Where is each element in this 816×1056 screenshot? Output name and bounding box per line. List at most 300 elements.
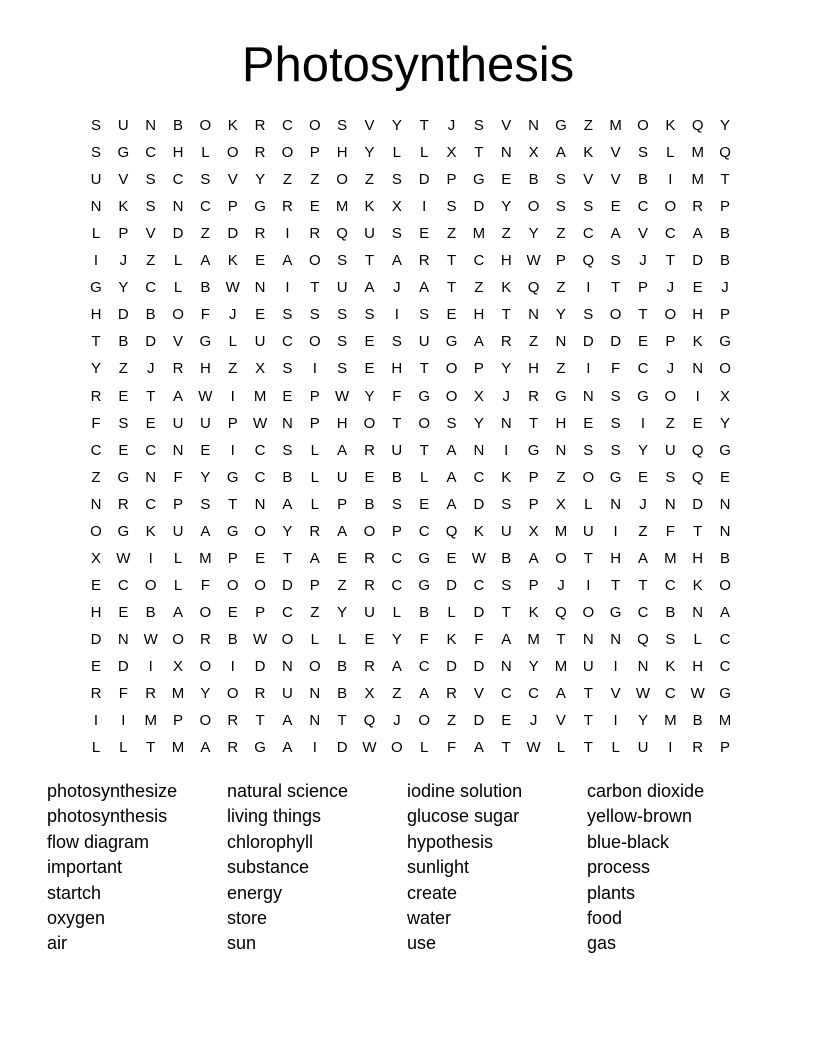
word-search-grid (82, 112, 737, 762)
grid-letter: W (225, 279, 240, 297)
grid-letter: D (90, 630, 102, 648)
grid-letter: Z (446, 225, 457, 243)
grid-letter: R (227, 739, 239, 757)
grid-letter: C (282, 603, 293, 621)
grid-letter: D (172, 225, 184, 243)
grid-letter: G (719, 685, 731, 703)
grid-row (82, 247, 737, 274)
grid-letter: T (583, 685, 593, 703)
grid-letter: J (529, 712, 538, 730)
grid-letter: X (364, 685, 375, 703)
grid-letter: X (391, 198, 402, 216)
grid-letter: L (173, 279, 183, 297)
grid-letter: A (419, 279, 430, 297)
grid-letter: A (528, 549, 539, 567)
grid-letter: E (282, 387, 293, 405)
grid-letter: S (118, 414, 129, 432)
grid-letter: T (583, 549, 593, 567)
grid-letter: T (501, 306, 511, 324)
grid-letter: H (90, 603, 102, 621)
grid-letter: X (528, 522, 539, 540)
grid-row (82, 437, 737, 464)
grid-letter: B (364, 495, 375, 513)
grid-letter: S (337, 117, 348, 134)
grid-letter: A (555, 685, 566, 703)
grid-letter: O (391, 739, 403, 757)
grid-letter: N (90, 198, 102, 216)
grid-letter: Z (446, 712, 457, 730)
grid-letter: D (473, 495, 485, 513)
grid-letter: A (173, 603, 184, 621)
grid-letter: C (719, 658, 731, 675)
grid-letter: R (500, 333, 512, 351)
grid-letter: O (664, 198, 677, 216)
grid-letter: N (582, 630, 594, 648)
grid-letter: P (665, 333, 676, 351)
grid-letter: Z (556, 468, 566, 486)
grid-letter: Y (200, 468, 211, 486)
grid-letter: C (473, 576, 485, 594)
grid-letter: I (586, 576, 591, 594)
grid-letter: E (637, 468, 648, 486)
grid-letter: A (200, 252, 211, 270)
grid-letter: E (501, 171, 512, 189)
grid-letter: I (93, 252, 99, 270)
grid-letter: E (446, 549, 457, 567)
grid-letter: T (282, 549, 293, 567)
grid-letter: Y (720, 117, 731, 134)
grid-letter: V (555, 712, 566, 730)
grid-letter: I (586, 360, 591, 378)
grid-letter: L (173, 252, 183, 270)
grid-letter: T (310, 279, 320, 297)
grid-letter: I (668, 739, 673, 757)
grid-letter: Q (691, 117, 704, 134)
grid-row (82, 355, 737, 382)
grid-letter: L (310, 468, 319, 486)
word-bank-item: carbon dioxide (587, 781, 705, 801)
grid-letter: M (664, 712, 677, 730)
grid-letter: L (447, 603, 456, 621)
grid-letter: A (720, 603, 731, 621)
grid-letter: S (391, 225, 402, 243)
grid-letter: L (310, 630, 319, 648)
grid-letter: K (665, 117, 676, 134)
grid-letter: C (637, 198, 649, 216)
grid-letter: J (393, 279, 401, 297)
grid-letter: K (227, 252, 238, 270)
grid-letter: J (666, 279, 675, 297)
grid-letter: O (664, 387, 677, 405)
grid-letter: S (391, 171, 402, 189)
grid-letter: S (610, 441, 621, 459)
grid-letter: M (664, 549, 677, 567)
grid-letter: L (173, 549, 183, 567)
grid-letter: O (172, 306, 184, 324)
grid-letter: E (364, 468, 375, 486)
grid-letter: S (665, 468, 676, 486)
grid-letter: N (254, 495, 266, 513)
grid-letter: S (200, 171, 211, 189)
grid-letter: T (228, 495, 238, 513)
grid-letter: N (610, 495, 622, 513)
grid-letter: E (90, 658, 101, 675)
grid-letter: D (254, 658, 266, 675)
grid-letter: E (692, 414, 703, 432)
grid-letter: N (500, 658, 512, 675)
word-bank-item: hypothesis (407, 831, 494, 852)
grid-letter: H (172, 144, 184, 162)
grid-letter: S (145, 198, 156, 216)
grid-letter: N (500, 144, 512, 162)
word-bank-column (47, 779, 227, 957)
grid-letter: C (582, 225, 594, 243)
grid-letter: B (145, 603, 156, 621)
word-bank-item: substance (227, 857, 310, 878)
grid-letter: T (556, 630, 566, 648)
grid-letter: G (254, 739, 266, 757)
grid-letter: G (555, 387, 567, 405)
grid-row (82, 220, 737, 247)
grid-letter: C (145, 495, 157, 513)
grid-letter: I (613, 522, 618, 540)
grid-letter: A (391, 252, 402, 270)
grid-letter: O (555, 549, 567, 567)
grid-letter: Z (118, 360, 128, 378)
grid-letter: Q (336, 225, 348, 243)
grid-letter: V (501, 117, 512, 134)
grid-letter: T (255, 712, 265, 730)
grid-letter: F (392, 387, 402, 405)
grid-letter: T (419, 360, 429, 378)
grid-letter: S (665, 630, 676, 648)
grid-letter: I (394, 306, 399, 324)
grid-letter: N (692, 360, 704, 378)
grid-letter: K (364, 198, 375, 216)
grid-letter: K (583, 144, 594, 162)
grid-letter: O (144, 576, 157, 594)
grid-letter: W (471, 549, 486, 567)
word-bank-item: blue-black (587, 831, 670, 852)
grid-row (82, 112, 737, 139)
grid-letter: C (500, 685, 512, 703)
grid-letter: J (119, 252, 128, 270)
grid-letter: E (501, 712, 512, 730)
grid-letter: L (420, 739, 429, 757)
grid-letter: D (473, 658, 485, 675)
grid-letter: R (528, 387, 540, 405)
word-bank-item: use (407, 933, 437, 954)
grid-letter: A (309, 549, 320, 567)
grid-letter: R (227, 712, 239, 730)
grid-letter: G (418, 387, 431, 405)
grid-letter: F (173, 468, 183, 486)
grid-letter: S (337, 252, 348, 270)
grid-letter: O (445, 387, 458, 405)
grid-letter: M (718, 712, 732, 730)
grid-letter: O (226, 685, 239, 703)
grid-letter: O (308, 117, 321, 134)
grid-letter: H (336, 414, 348, 432)
grid-letter: O (199, 712, 212, 730)
grid-letter: R (90, 685, 102, 703)
grid-letter: R (692, 739, 704, 757)
grid-letter: P (555, 252, 566, 270)
grid-letter: S (637, 144, 648, 162)
grid-letter: Y (501, 360, 512, 378)
grid-letter: A (446, 468, 457, 486)
grid-letter: Y (528, 658, 539, 675)
grid-letter: O (582, 468, 595, 486)
word-bank-item: water (407, 908, 452, 929)
grid-letter: B (337, 658, 348, 675)
grid-letter: U (90, 171, 102, 189)
grid-letter: V (610, 685, 621, 703)
grid-letter: Y (501, 198, 512, 216)
grid-letter: D (582, 333, 594, 351)
grid-letter: Z (146, 252, 156, 270)
grid-letter: B (665, 603, 676, 621)
grid-letter: L (611, 739, 620, 757)
grid-row (82, 301, 737, 328)
grid-letter: S (200, 495, 211, 513)
grid-letter: S (282, 441, 293, 459)
grid-letter: G (719, 441, 731, 459)
grid-letter: C (418, 522, 430, 540)
grid-letter: X (255, 360, 266, 378)
grid-letter: A (282, 252, 293, 270)
grid-letter: V (227, 171, 238, 189)
grid-letter: T (638, 306, 648, 324)
grid-letter: F (611, 360, 621, 378)
grid-letter: A (692, 225, 703, 243)
grid-letter: I (504, 441, 509, 459)
grid-letter: T (91, 333, 101, 351)
grid-letter: D (145, 333, 157, 351)
grid-letter: K (446, 630, 457, 648)
grid-letter: E (337, 549, 348, 567)
word-bank-item: living things (227, 806, 322, 827)
grid-letter: E (118, 441, 129, 459)
grid-letter: O (363, 414, 376, 432)
grid-letter: P (528, 495, 539, 513)
grid-letter: Y (637, 441, 648, 459)
grid-letter: T (638, 576, 648, 594)
grid-letter: O (199, 603, 212, 621)
word-bank-item: plants (587, 882, 636, 903)
word-bank-column (227, 779, 407, 957)
grid-letter: E (364, 360, 375, 378)
grid-letter: N (282, 658, 293, 675)
grid-letter: O (281, 630, 294, 648)
grid-letter: O (90, 522, 102, 540)
grid-letter: Z (474, 279, 484, 297)
grid-letter: S (337, 306, 348, 324)
grid-letter: V (610, 144, 621, 162)
grid-letter: O (719, 360, 731, 378)
grid-letter: V (364, 117, 375, 134)
grid-letter: S (419, 306, 430, 324)
grid-letter: J (146, 360, 155, 378)
grid-letter: M (335, 198, 349, 216)
grid-letter: W (335, 387, 350, 405)
grid-letter: E (364, 630, 375, 648)
grid-letter: G (555, 117, 567, 134)
grid-letter: E (90, 576, 101, 594)
grid-letter: S (583, 306, 594, 324)
grid-letter: A (282, 712, 293, 730)
grid-row (82, 734, 737, 761)
grid-letter: U (282, 685, 293, 703)
grid-letter: J (393, 712, 401, 730)
grid-letter: P (528, 576, 539, 594)
grid-letter: N (117, 630, 129, 648)
grid-letter: B (145, 306, 156, 324)
grid-letter: E (309, 198, 320, 216)
grid-letter: S (309, 306, 320, 324)
grid-letter: Y (720, 414, 731, 432)
grid-letter: N (582, 387, 594, 405)
grid-letter: Z (364, 171, 375, 189)
grid-letter: O (308, 333, 321, 351)
grid-letter: E (446, 306, 457, 324)
grid-letter: N (90, 495, 102, 513)
word-bank-column (587, 779, 767, 957)
grid-letter: E (200, 441, 211, 459)
grid-letter: N (555, 333, 567, 351)
grid-letter: K (145, 522, 156, 540)
grid-letter: M (171, 685, 185, 703)
grid-letter: E (419, 225, 430, 243)
grid-letter: N (172, 441, 184, 459)
grid-letter: Z (501, 225, 511, 243)
grid-letter: H (692, 658, 704, 675)
grid-letter: Y (637, 712, 648, 730)
grid-row (82, 626, 737, 653)
grid-row (82, 707, 737, 734)
grid-letter: Z (392, 685, 402, 703)
grid-letter: Z (200, 225, 210, 243)
grid-letter: G (117, 468, 130, 486)
grid-letter: R (254, 117, 266, 134)
grid-letter: T (720, 171, 730, 189)
grid-letter: S (391, 333, 402, 351)
grid-letter: L (666, 144, 675, 162)
grid-letter: E (419, 495, 430, 513)
grid-letter: I (148, 549, 153, 567)
grid-letter: Z (583, 117, 593, 134)
grid-letter: H (528, 360, 540, 378)
grid-letter: E (255, 252, 266, 270)
grid-letter: F (419, 630, 429, 648)
grid-letter: R (364, 549, 375, 567)
word-bank-item: energy (227, 882, 283, 903)
word-bank (47, 779, 787, 964)
grid-letter: T (529, 414, 539, 432)
grid-letter: Q (527, 279, 540, 297)
grid-letter: C (199, 198, 211, 216)
grid-letter: S (391, 495, 402, 513)
grid-letter: C (664, 576, 676, 594)
grid-letter: U (364, 603, 375, 621)
grid-row (82, 139, 737, 166)
grid-letter: K (528, 603, 539, 621)
grid-letter: O (609, 306, 622, 324)
grid-letter: H (500, 252, 512, 270)
grid-letter: A (282, 495, 293, 513)
grid-letter: I (695, 387, 700, 405)
grid-letter: T (337, 712, 347, 730)
grid-row (82, 599, 737, 626)
grid-letter: L (420, 144, 429, 162)
grid-letter: L (310, 495, 319, 513)
grid-letter: S (90, 117, 101, 134)
grid-letter: I (613, 658, 618, 675)
grid-letter: M (171, 739, 185, 757)
grid-letter: J (639, 495, 647, 513)
grid-letter: Q (691, 468, 704, 486)
grid-letter: W (526, 252, 541, 270)
grid-letter: N (309, 712, 321, 730)
grid-letter: E (364, 333, 375, 351)
grid-letter: G (226, 522, 239, 540)
grid-letter: E (583, 414, 594, 432)
grid-letter: G (609, 603, 622, 621)
grid-letter: U (254, 333, 266, 351)
grid-letter: E (227, 603, 238, 621)
word-bank-item: natural science (227, 781, 349, 801)
grid-letter: J (502, 387, 510, 405)
grid-letter: C (473, 252, 485, 270)
grid-letter: H (692, 549, 704, 567)
grid-letter: F (665, 522, 675, 540)
grid-letter: L (228, 333, 237, 351)
grid-letter: Y (282, 522, 293, 540)
grid-letter: Y (555, 306, 566, 324)
grid-letter: P (227, 414, 238, 432)
grid-letter: G (445, 333, 458, 351)
grid-letter: S (282, 306, 293, 324)
grid-letter: U (172, 522, 184, 540)
grid-letter: L (337, 630, 347, 648)
grid-letter: N (528, 306, 540, 324)
grid-row (82, 464, 737, 491)
grid-row (82, 518, 737, 545)
grid-letter: T (693, 522, 703, 540)
grid-letter: D (473, 198, 485, 216)
word-bank-item: oxygen (47, 908, 106, 929)
grid-letter: M (691, 144, 704, 162)
grid-letter: A (200, 522, 211, 540)
grid-letter: I (121, 712, 126, 730)
grid-letter: Y (391, 630, 402, 648)
grid-letter: S (501, 576, 512, 594)
grid-letter: T (446, 279, 457, 297)
grid-letter: L (91, 225, 101, 243)
grid-letter: R (90, 387, 102, 405)
grid-letter: K (473, 522, 484, 540)
grid-letter: W (526, 739, 541, 757)
grid-letter: H (90, 306, 102, 324)
grid-letter: R (254, 144, 266, 162)
grid-letter: N (145, 468, 157, 486)
grid-letter: M (144, 712, 157, 730)
grid-letter: R (282, 198, 293, 216)
grid-letter: T (665, 252, 675, 270)
grid-row (82, 193, 737, 220)
word-bank-item: chlorophyll (227, 831, 314, 852)
grid-letter: I (668, 171, 673, 189)
